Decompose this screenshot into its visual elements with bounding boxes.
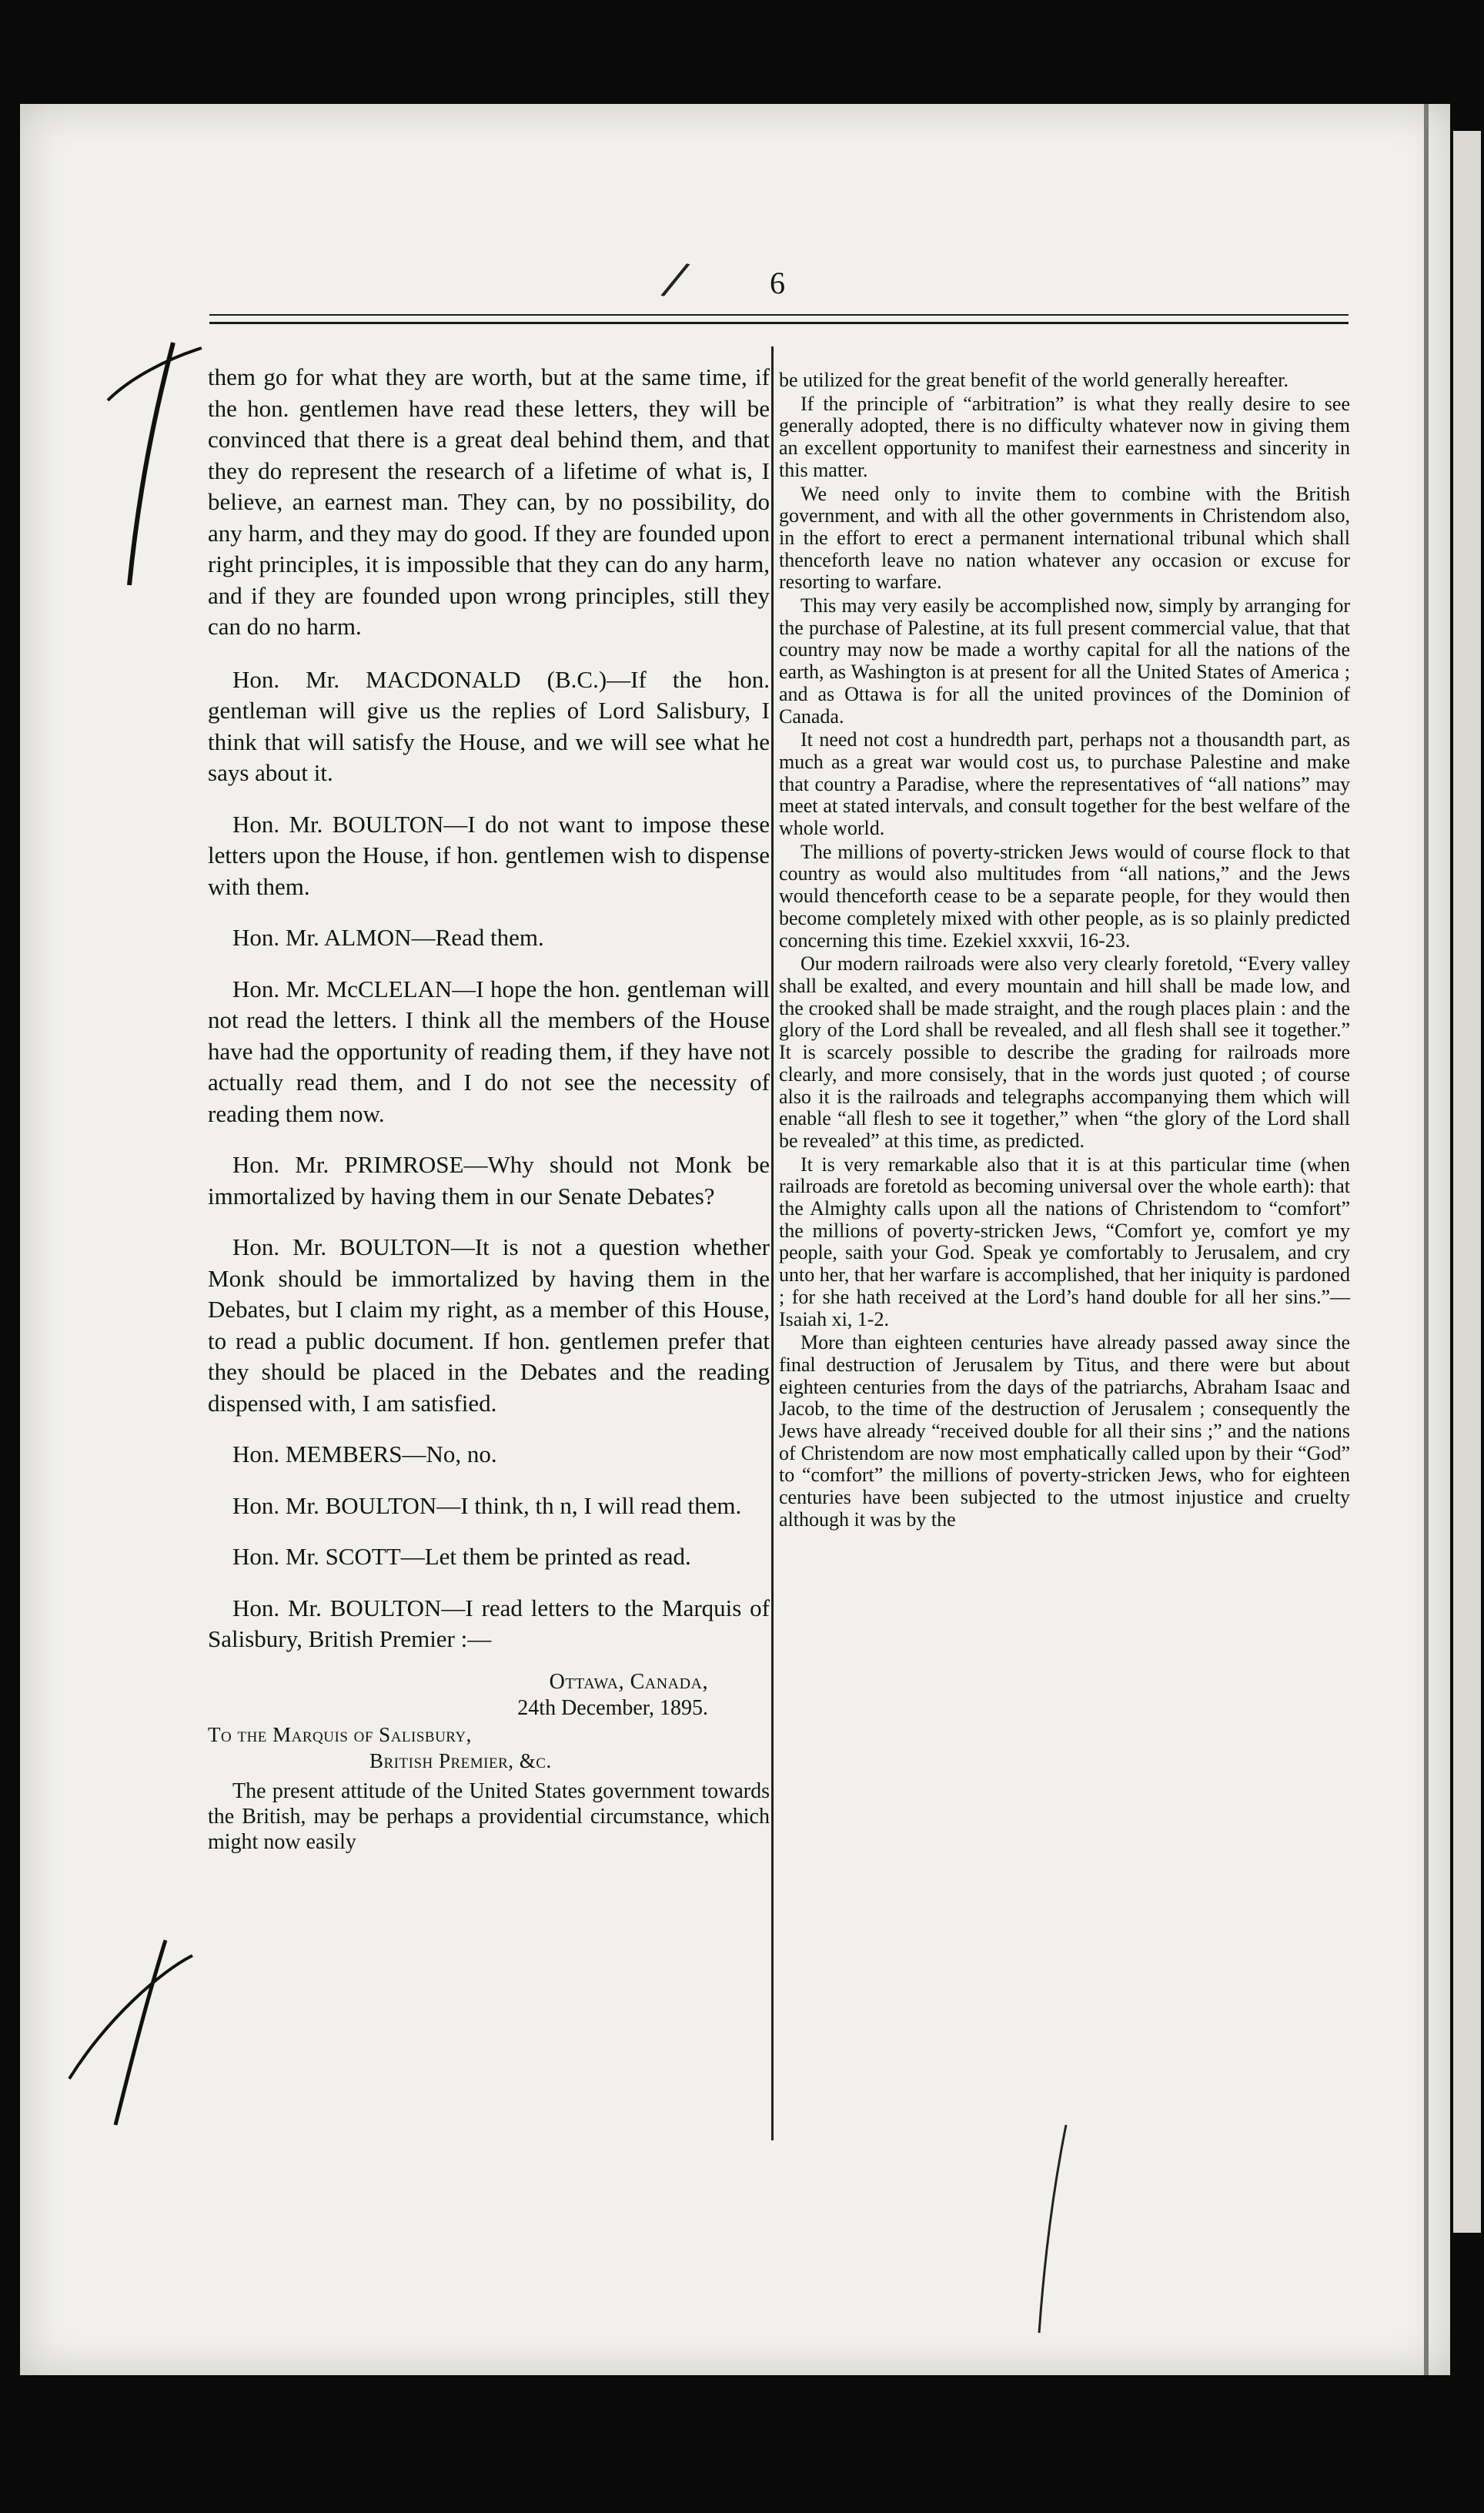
dateline-date: 24th December, 1895. — [517, 1695, 708, 1720]
paragraph: The millions of poverty-stricken Jews would of course flock to that country as would also multitudes from “all nations,” and the Jews would thenceforth cease to be a separate people, for they would then become completely mixed with other people, as is so plainly predicted concerning this time. Ezekiel xxxvii, 16-23. — [779, 840, 1350, 952]
paragraph: Hon. Mr. ALMON—Read them. — [232, 924, 544, 951]
paragraph: Hon. Mr. SCOTT—Let them be printed as read. — [232, 1543, 691, 1570]
pencil-mark-top-2 — [108, 348, 202, 400]
paragraph: Hon. Mr. BOULTON—I think, th n, I will read them. — [232, 1491, 742, 1519]
addressee-line: To the Marquis of Salisbury, — [208, 1722, 472, 1746]
paragraph: be utilized for the great benefit of the world generally hereafter. — [779, 369, 1288, 391]
letter-dateline — [208, 1669, 770, 1722]
paragraph: Hon. MEMBERS—No, no. — [232, 1441, 497, 1467]
page-number: 6 — [770, 266, 785, 300]
pencil-mark-bottom — [115, 1940, 165, 2125]
paragraph: It is very remarkable also that it is at this particular time (when railroads are foretold as becoming universal over the whole earth): that the Almighty calls upon all the nations of Christendom to “comfort” the millions of poverty-stricken Jews, “Comfort ye, comfort ye my people, saith your God. Speak ye comfortably to Jerusalem, and cry unto her, that her warfare is accomplished, that her iniquity is pardoned ; for she hath received at the Lord’s hand double for all her sins.”—Isaiah xi, 1-2. — [779, 1153, 1350, 1330]
addressee-title: British Premier, &c. — [369, 1748, 552, 1772]
paragraph: Hon. Mr. MACDONALD (B.C.)—If the hon. gentleman will give us the replies of Lord Salisbury, I think that will satisfy the House, and we will see what he says about it. — [208, 665, 770, 786]
paragraph: Hon. Mr. McCLELAN—I hope the hon. gentleman will not read the letters. I think all the members of the House have had the opportunity of reading them, if they have not actually read them, and I do not see the necessity of reading them now. — [208, 975, 770, 1127]
paragraph: We need only to invite them to combine with the British government, and with all the other governments in Christendom also, in the effort to erect a permanent international tribunal which shall thenceforth leave no nation whatever any occasion or excuse for resorting to warfare. — [779, 482, 1350, 594]
paragraph: It need not cost a hundredth part, perhaps not a thousandth part, as much as a great war would cost us, to purchase Palestine and make that country a Paradise, where the representatives of “all nations” may meet at stated intervals, and consult together for the best welfare of the whole world. — [779, 728, 1350, 840]
header-rule-bottom — [209, 322, 1349, 324]
dateline-place: Ottawa, Canada, — [549, 1669, 708, 1694]
paragraph: Our modern railroads were also very clearly foretold, “Every valley shall be exalted, and every mountain and hill shall be made low, and the crooked shall be made straight, and the rough places plain : and the glory of the Lord shall be revealed, and all flesh shall see it together.” It is scarcely possible to describe the grading for railroads more clearly, and more consisely, that in the words just quoted ; of course also it is the railroads and telegraphs accompanying them which will enable “all flesh to see it together,” when “the glory of the Lord shall be revealed” at this time, as predicted. — [779, 952, 1350, 1152]
paragraph: them go for what they are worth, but at the same time, if the hon. gentlemen have read these letters, they will be convinced that there is a great deal behind them, and that they do represent the research of a lifetime of what is, I believe, an earnest man. They can, by no possibility, do any harm, and they may do good. If they are founded upon right principles, it is impossible that they can do any harm, and if they are founded upon wrong principles, still they can do no harm. — [208, 363, 770, 640]
paragraph: This may very easily be accomplished now, simply by arranging for the purchase of Palestine, at its full present commercial value, that that country may now be made a worthy capital for all the nations of the earth, as Washington is at present for all the United States of America ; and as Ottawa is for all the united provinces of the Dominion of Canada. — [779, 594, 1350, 728]
paragraph: Hon. Mr. BOULTON—I do not want to impose these letters upon the House, if hon. gentlemen wish to dispense with them. — [208, 810, 770, 900]
paragraph: Hon. Mr. PRIMROSE—Why should not Monk be immortalized by having them in our Senate Debates? — [208, 1151, 770, 1210]
header-rule-top — [209, 314, 1349, 316]
pencil-mark-right-bottom — [1039, 2125, 1066, 2333]
paragraph: Hon. Mr. BOULTON—It is not a question whether Monk should be immortalized by having them in the Debates, but I claim my right, as a member of this House, to read a public document. If hon. gentlemen prefer that they should be placed in the Debates and the reading dispensed with, I am satisfied. — [208, 1233, 770, 1417]
left-column — [208, 362, 770, 1875]
paragraph: The present attitude of the United States government towards the British, may be perhaps a providential circumstance, which might now easily — [208, 1779, 770, 1854]
letter-addressee — [208, 1722, 770, 1774]
paragraph: If the principle of “arbitration” is what they really desire to see generally adopted, there is no difficulty whatever now in giving them an excellent opportunity to manifest their earnestness and sincerity in this matter. — [779, 392, 1350, 481]
column-divider — [771, 346, 774, 2140]
paragraph: Hon. Mr. BOULTON—I read letters to the Marquis of Salisbury, British Premier :— — [208, 1594, 770, 1652]
right-column — [779, 370, 1350, 1533]
handwritten-page-mark: / — [663, 251, 689, 306]
paragraph: More than eighteen centuries have already passed away since the final destruction of Jerusalem by Titus, and there were but about eighteen centuries from the days of the patriarchs, Abraham Isaac and Jacob, to the time of the destruction of Jerusalem ; consequently the Jews have already “received double for all their sins ;” and the nations of Christendom are now most emphatically called upon by their “God” to “comfort” the millions of poverty-stricken Jews, who for eighteen centuries have been subjected to the utmost injustice and cruelty although it was by the — [779, 1331, 1350, 1531]
